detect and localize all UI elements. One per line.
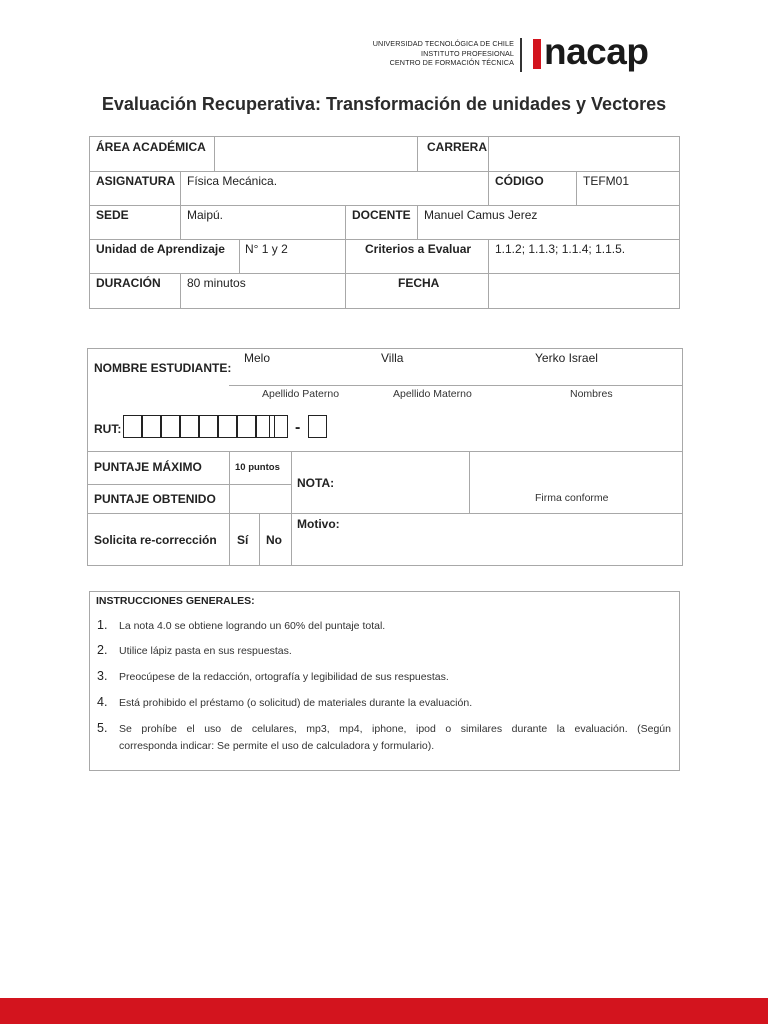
header-separator (520, 38, 522, 72)
criterios-value[interactable]: 1.1.2; 1.1.3; 1.1.4; 1.1.5. (495, 242, 626, 256)
info-row-divider (89, 273, 680, 274)
instruction-number: 4. (97, 695, 108, 709)
sede-label: SEDE (96, 208, 129, 222)
rut-digit-box[interactable] (180, 415, 199, 438)
instruction-text: Está prohibido el préstamo (o solicitud) de materiales durante la evaluación. (119, 697, 473, 709)
puntaje-maximo-label: PUNTAJE MÁXIMO (94, 460, 202, 474)
inacap-logo (533, 31, 673, 78)
student-row-divider (87, 484, 291, 485)
cell-divider (180, 171, 181, 205)
institution-lines (373, 39, 514, 68)
instruction-text: Utilice lápiz pasta en sus respuestas. (119, 645, 292, 657)
docente-value[interactable]: Manuel Camus Jerez (424, 208, 538, 222)
rut-dash: - (295, 419, 301, 436)
motivo-label: Motivo: (297, 517, 340, 531)
instruction-text: Se prohíbe el uso de celulares, mp3, mp4, iphone, ipod o similares durante la evaluación. (Según (119, 723, 671, 735)
rut-digit-box[interactable] (161, 415, 180, 438)
instruction-number: 1. (97, 618, 108, 632)
codigo-label: CÓDIGO (495, 174, 544, 188)
duracion-value[interactable]: 80 minutos (187, 276, 246, 290)
cell-divider (576, 171, 577, 205)
page-title: Evaluación Recuperativa: Transformación de unidades y Vectores (101, 94, 667, 114)
unidad-value[interactable]: N° 1 y 2 (245, 242, 288, 256)
sede-value[interactable]: Maipú. (187, 208, 224, 222)
institution-line-1: UNIVERSIDAD TECNOLÓGICA DE CHILE (372, 39, 514, 48)
cell-divider (229, 451, 230, 566)
info-table (89, 136, 680, 309)
name-underline (229, 385, 683, 386)
fecha-label: FECHA (398, 276, 440, 290)
asignatura-value[interactable]: Física Mecánica. (187, 174, 278, 188)
info-row-divider (89, 205, 680, 206)
cell-divider (180, 273, 181, 309)
duracion-label: DURACIÓN (96, 276, 161, 290)
nombre-estudiante-label: NOMBRE ESTUDIANTE: (94, 361, 232, 375)
rut-digit-box[interactable] (237, 415, 256, 438)
cell-divider (488, 273, 489, 309)
nombres-value[interactable]: Yerko Israel (535, 351, 598, 365)
docente-label: DOCENTE (352, 208, 411, 222)
cell-divider (214, 136, 215, 171)
instruction-text: Preocúpese de la redacción, ortografía y legibilidad de sus respuestas. (119, 671, 449, 683)
codigo-value[interactable]: TEFM01 (583, 174, 630, 188)
instruction-text: La nota 4.0 se obtiene logrando un 60% del puntaje total. (119, 620, 386, 632)
rut-digit-box[interactable] (123, 415, 142, 438)
puntaje-maximo-value: 10 puntos (235, 462, 280, 473)
info-row-divider (89, 239, 680, 240)
asignatura-label: ASIGNATURA (96, 174, 176, 188)
instruction-number: 2. (97, 643, 108, 657)
rut-label: RUT: (94, 422, 122, 436)
logo-mark (533, 39, 541, 69)
criterios-label: Criterios a Evaluar (365, 242, 472, 256)
unidad-label: Unidad de Aprendizaje (96, 242, 225, 256)
recorreccion-label: Solicita re-corrección (94, 533, 217, 547)
institution-line-2: INSTITUTO PROFESIONAL (420, 48, 514, 58)
carrera-label: CARRERA (427, 140, 487, 154)
cell-divider (291, 451, 292, 566)
apellido-paterno-caption: Apellido Paterno (262, 388, 340, 400)
firma-conforme-label: Firma conforme (535, 492, 609, 504)
rut-digit-box[interactable] (218, 415, 237, 438)
student-row-divider (87, 513, 683, 514)
cell-divider (469, 451, 470, 513)
student-row-divider (87, 451, 683, 452)
nota-label: NOTA: (297, 476, 335, 490)
logo-wordmark: nacap (544, 31, 649, 72)
instruction-number: 5. (97, 721, 108, 735)
puntaje-obtenido-label: PUNTAJE OBTENIDO (94, 492, 216, 506)
instruction-text-continued: corresponda indicar: Se permite el uso de calculadora y formulario). (119, 740, 435, 752)
apellido-materno-caption: Apellido Materno (393, 388, 472, 400)
cell-divider (345, 273, 346, 309)
cell-divider (417, 205, 418, 239)
footer-brand-bar (0, 998, 768, 1024)
rut-digit-box[interactable] (199, 415, 218, 438)
institution-line-3: CENTRO DE FORMACIÓN TÉCNICA (389, 58, 514, 68)
area-academica-label: ÁREA ACADÉMICA (96, 140, 206, 154)
nombres-caption: Nombres (570, 388, 613, 400)
instructions-heading: INSTRUCCIONES GENERALES: (96, 595, 255, 607)
info-row-divider (89, 171, 680, 172)
apellido-materno-value[interactable]: Villa (381, 351, 404, 365)
cell-divider (488, 239, 489, 273)
cell-divider (488, 136, 489, 171)
cell-divider (417, 136, 418, 171)
rut-check-digit-box[interactable] (308, 415, 327, 438)
no-option[interactable]: No (266, 533, 282, 547)
apellido-paterno-value[interactable]: Melo (244, 351, 271, 365)
cell-divider (259, 513, 260, 566)
cell-divider (239, 239, 240, 273)
si-option[interactable]: Sí (237, 533, 249, 547)
rut-digit-box[interactable] (142, 415, 161, 438)
cell-divider (345, 205, 346, 239)
cell-divider (345, 239, 346, 273)
cell-divider (488, 171, 489, 205)
instruction-number: 3. (97, 669, 108, 683)
rut-digit-box[interactable] (269, 415, 288, 438)
cell-divider (180, 205, 181, 239)
